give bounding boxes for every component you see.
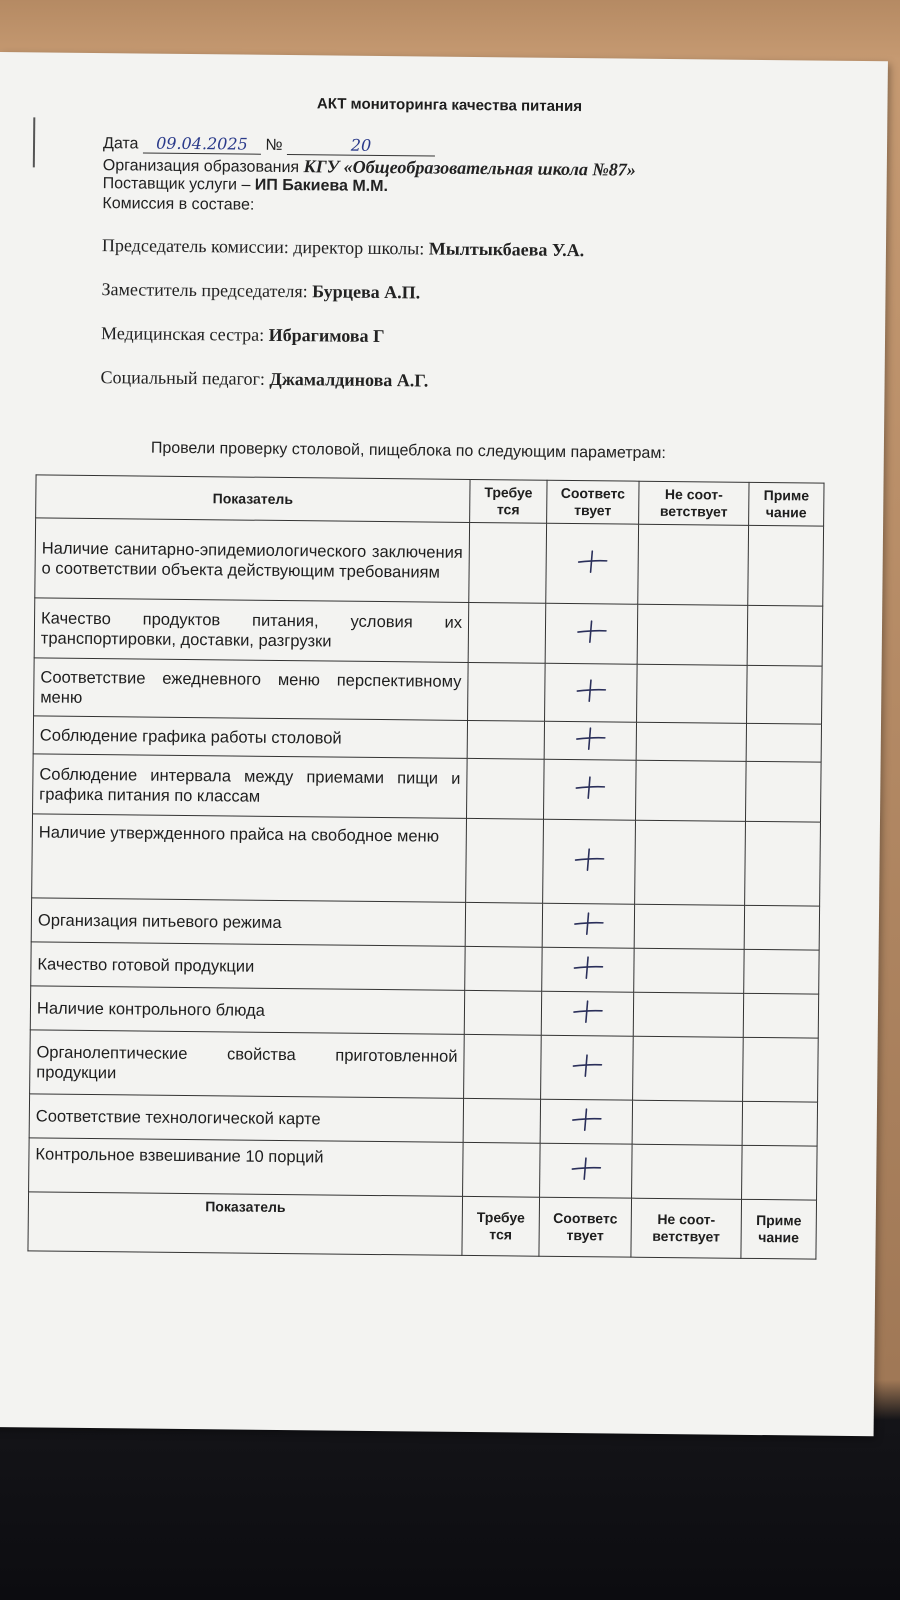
note-cell <box>745 821 821 906</box>
table-row <box>34 658 823 724</box>
required-cell <box>465 902 542 947</box>
indicator-cell: Соблюдение интервала между приемами пищи и графика питания по классам <box>33 754 468 819</box>
required-cell <box>466 818 544 903</box>
compliant-cell <box>542 903 634 948</box>
noncompliant-cell <box>638 524 749 605</box>
handwritten-plus-mark <box>571 910 605 936</box>
handwritten-plus-mark <box>574 618 608 644</box>
handwritten-plus-mark <box>569 1155 603 1181</box>
column-header-indicator: Показатель <box>36 475 470 523</box>
indicator-cell: Качество продуктов питания, условия их транспортировки, доставки, разгрузки <box>34 598 469 663</box>
plus-icon <box>569 1106 603 1132</box>
noncompliant-cell <box>632 1100 742 1145</box>
noncompliant-cell <box>634 904 744 949</box>
plus-icon <box>573 725 607 751</box>
plus-icon <box>570 998 604 1024</box>
table-row <box>35 518 824 606</box>
note-cell <box>747 605 823 666</box>
footer-header-note: Приме чание <box>741 1199 817 1259</box>
required-cell <box>466 758 544 819</box>
note-cell <box>746 723 821 762</box>
required-cell <box>468 662 546 721</box>
table-row <box>32 814 821 906</box>
plus-icon <box>574 677 608 703</box>
compliant-cell <box>545 603 638 664</box>
compliant-cell <box>545 663 638 722</box>
noncompliant-cell <box>632 1144 743 1199</box>
handwritten-plus-mark <box>573 774 607 800</box>
note-cell <box>745 761 821 822</box>
note-cell <box>744 949 819 994</box>
note-cell <box>742 1101 817 1146</box>
footer-header-indicator: Показатель <box>28 1192 463 1256</box>
plus-icon <box>569 1155 603 1181</box>
note-cell <box>747 665 823 724</box>
plus-icon <box>571 954 605 980</box>
document-sheet <box>0 52 888 1436</box>
noncompliant-cell <box>633 992 743 1037</box>
column-header-required: Требуе тся <box>470 479 547 523</box>
indicator-cell: Наличие санитарно-эпидемиологического заключения о соответствии объекта действующим требованиям <box>35 518 470 603</box>
binder-mark <box>33 117 36 167</box>
organization-name: КГУ «Общеобразовательная школа №87» <box>303 156 636 180</box>
plus-icon <box>572 846 606 872</box>
compliant-cell <box>543 819 636 904</box>
table-row <box>34 598 823 666</box>
footer-header-noncompliant: Не соот-ветствует <box>631 1198 742 1258</box>
table-row <box>29 1138 818 1200</box>
noncompliant-cell <box>637 664 748 723</box>
organization-line: Организация образования КГУ «Общеобразовательная школа №87» <box>102 156 636 180</box>
inspection-table <box>27 474 824 1259</box>
act-number: 20 <box>287 135 435 157</box>
note-cell <box>748 525 824 606</box>
noncompliant-cell <box>636 722 746 761</box>
column-header-noncompliant: Не соот-ветствует <box>639 481 749 525</box>
commission-member: Заместитель председателя: Бурцева А.П. <box>101 279 421 303</box>
compliant-cell <box>540 1099 632 1144</box>
footer-header-required: Требуе тся <box>462 1196 540 1256</box>
supplier-line: Поставщик услуги – ИП Бакиева М.М. <box>102 175 389 196</box>
required-cell <box>468 602 546 663</box>
commission-member: Социальный педагог: Джамалдинова А.Г. <box>100 367 429 391</box>
handwritten-plus-mark <box>571 954 605 980</box>
compliant-cell <box>542 947 634 992</box>
indicator-cell: Соответствие технологической карте <box>29 1094 463 1143</box>
indicator-cell: Наличие утвержденного прайса на свободное меню <box>32 814 467 903</box>
indicator-cell: Контрольное взвешивание 10 порций <box>29 1138 464 1197</box>
indicator-cell: Качество готовой продукции <box>31 942 465 991</box>
commission-member: Медицинская сестра: Ибрагимова Г <box>100 323 385 347</box>
required-cell <box>465 946 542 991</box>
required-cell <box>469 522 547 603</box>
table-footer-header-row <box>28 1192 817 1259</box>
handwritten-plus-mark <box>570 1052 604 1078</box>
indicator-cell: Соответствие ежедневного меню перспективному меню <box>34 658 469 721</box>
supplier-name: ИП Бакиева М.М. <box>254 176 389 196</box>
plus-icon <box>571 910 605 936</box>
inspection-rows <box>28 518 824 1259</box>
indicator-cell: Соблюдение графика работы столовой <box>33 716 467 759</box>
handwritten-plus-mark <box>569 1106 603 1132</box>
noncompliant-cell <box>633 1036 744 1101</box>
handwritten-plus-mark <box>573 725 607 751</box>
document-title: АКТ мониторинга качества питания <box>316 95 583 116</box>
compliant-cell <box>541 991 633 1036</box>
plus-icon <box>570 1052 604 1078</box>
required-cell <box>464 990 541 1035</box>
note-cell <box>742 1145 818 1200</box>
column-header-compliant: Соответс твует <box>547 480 639 524</box>
indicator-cell: Организация питьевого режима <box>31 898 465 947</box>
required-cell <box>463 1098 540 1143</box>
plus-icon <box>575 548 609 574</box>
handwritten-plus-mark <box>575 548 609 574</box>
required-cell <box>464 1034 542 1099</box>
compliant-cell <box>541 1035 634 1100</box>
date-number-line: Дата 09.04.2025 № 20 <box>103 133 435 156</box>
required-cell <box>467 720 544 759</box>
note-cell <box>743 993 818 1038</box>
plus-icon <box>573 774 607 800</box>
column-header-note: Приме чание <box>749 482 824 526</box>
table-row <box>30 1030 819 1102</box>
handwritten-plus-mark <box>572 846 606 872</box>
handwritten-plus-mark <box>570 998 604 1024</box>
date-value: 09.04.2025 <box>143 134 261 155</box>
plus-icon <box>574 618 608 644</box>
note-cell <box>744 905 819 950</box>
note-cell <box>743 1037 819 1102</box>
compliant-cell <box>540 1143 633 1198</box>
table-row <box>33 754 822 822</box>
inspection-intro: Провели проверку столовой, пищеблока по следующим параметрам: <box>150 439 666 462</box>
compliant-cell <box>543 759 636 820</box>
compliant-cell <box>544 721 636 760</box>
noncompliant-cell <box>635 820 746 905</box>
indicator-cell: Наличие контрольного блюда <box>30 986 464 1035</box>
commission-member: Председатель комиссии: директор школы: Мылтыкбаева У.А. <box>101 235 585 261</box>
required-cell <box>463 1142 541 1197</box>
noncompliant-cell <box>637 604 748 665</box>
handwritten-plus-mark <box>574 677 608 703</box>
footer-header-compliant: Соответс твует <box>539 1197 632 1257</box>
indicator-cell: Органолептические свойства приготовленной продукции <box>30 1030 465 1099</box>
commission-heading: Комиссия в составе: <box>102 195 255 214</box>
noncompliant-cell <box>635 760 746 821</box>
compliant-cell <box>546 523 639 604</box>
noncompliant-cell <box>634 948 744 993</box>
